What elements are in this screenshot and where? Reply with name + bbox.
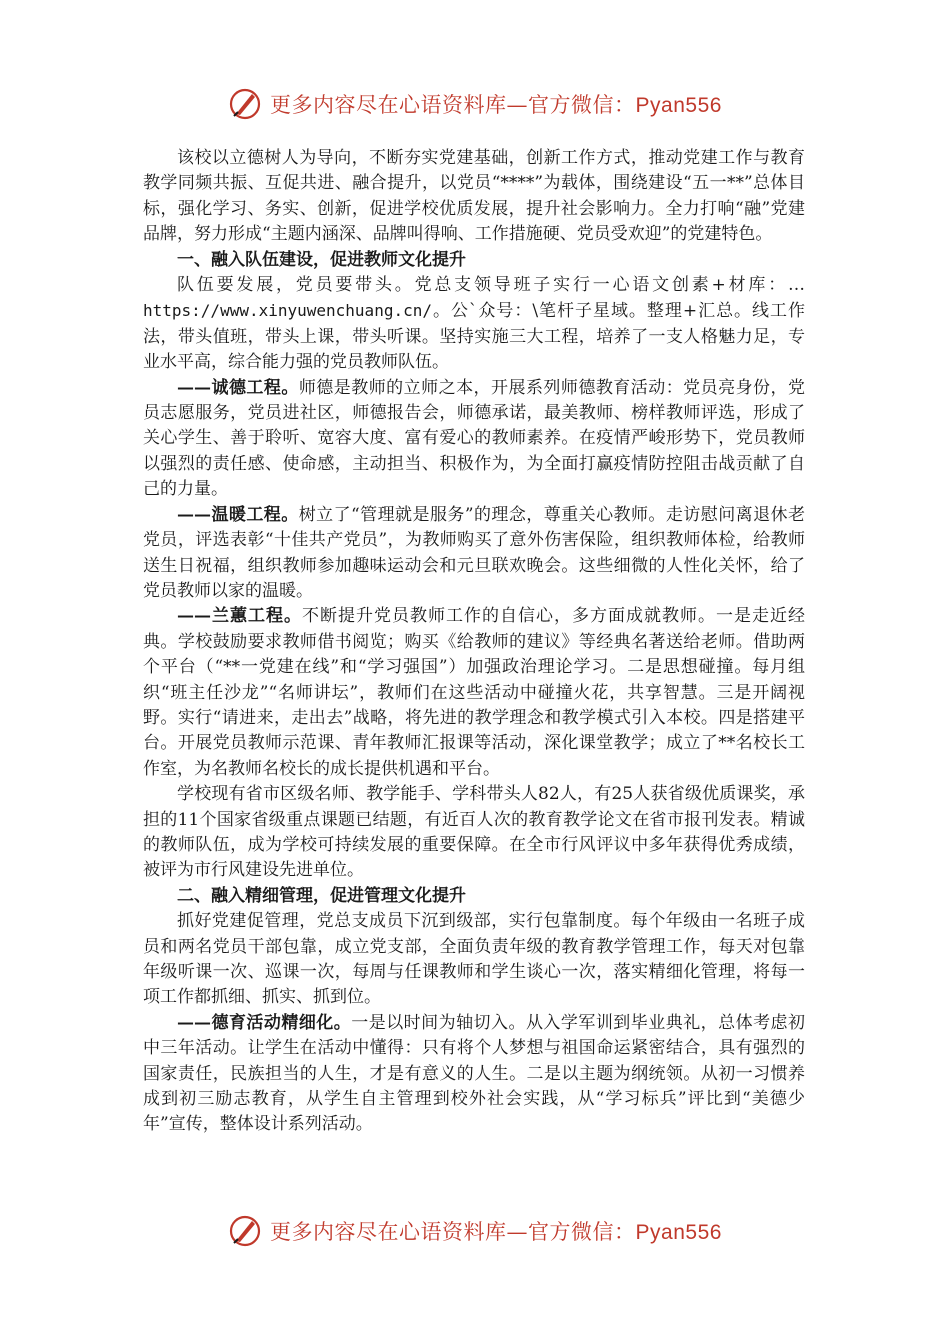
deyu-paragraph: ——德育活动精细化。一是以时间为轴切入。从入学军训到毕业典礼，总体考虑初中三年活动。让学生在活动中懂得：只有将个人梦想与祖国命运紧密结合，具有强烈的国家责任，民族担当的人生，才是有意义的人生。二是以主题为纲统领。从初一习惯养成到初三励志教育，从学生自主管理到校外社会实践，从“学习标兵”评比到“美德少年”宣传，整体设计系列活动。 <box>143 1012 806 1135</box>
wennuan-title: ——温暖工程。 <box>177 504 299 525</box>
chengde-title: ——诚德工程。 <box>177 377 299 398</box>
wechat-id: Pyan556 <box>635 1221 722 1244</box>
section-heading-1: 一、融入队伍建设，促进教师文化提升 <box>177 249 466 270</box>
lanhui-title: ——兰蕙工程。 <box>177 606 302 627</box>
header-banner <box>0 82 950 126</box>
wechat-id: Pyan556 <box>635 94 722 117</box>
team-paragraph: 队伍要发展，党员要带头。党总支领导班子实行一心语文创素+材库：…https://www.xinyuwenchuang.cn/。公`众号：\笔杆子星域。整理+汇总。线工作法，带头值班，带头上课，带头听课。坚持实施三大工程，培养了一支人格魅力足，专业水平高，综合能力强的党员教师队伍。 <box>143 275 805 373</box>
deyu-title: ——德育活动精细化。 <box>177 1012 352 1033</box>
chengde-paragraph: ——诚德工程。师德是教师的立师之本，开展系列师德教育活动：党员亮身份，党员志愿服务，党员进社区，师德报告会，师德承诺，最美教师、榜样教师评选，形成了关心学生、善于聆听、宽容大度、富有爱心的教师素养。在疫情严峻形势下，党员教师以强烈的责任感、使命感，主动担当、积极作为，为全面打赢疫情防控阻击战贡献了自己的力量。 <box>143 377 806 500</box>
stats-paragraph: 学校现有省市区级名师、教学能手、学科带头人82人，有25人获省级优质课奖，承担的11个国家省级重点课题已结题，有近百人次的教育教学论文在省市报刊发表。精诚的教师队伍，成为学校可持续发展的重要保障。在全市行风评议中多年获得优秀成绩，被评为市行风建设先进单位。 <box>143 784 805 881</box>
quill-logo-icon <box>228 87 262 121</box>
article-body <box>143 146 805 1138</box>
footer-banner <box>0 1209 950 1253</box>
banner-text: 更多内容尽在心语资料库—官方微信：Pyan556 <box>270 1220 722 1244</box>
banner-text: 更多内容尽在心语资料库—官方微信：Pyan556 <box>270 93 722 117</box>
intro-paragraph: 该校以立德树人为导向，不断夯实党建基础，创新工作方式，推动党建工作与教育教学同频共振、互促共进、融合提升，以党员“****”为载体，围绕建设“五一**”总体目标，强化学习、务实、创新，促进学校优质发展，提升社会影响力。全力打响“融”党建品牌，努力形成“主题内涵深、品牌叫得响、工作措施硬、党员受欢迎”的党建特色。 <box>143 148 805 245</box>
lanhui-paragraph: ——兰蕙工程。不断提升党员教师工作的自信心，多方面成就教师。一是走近经典。学校鼓励要求教师借书阅览；购买《给教师的建议》等经典名著送给老师。借助两个平台（“**一党建在线”和“学习强国”）加强政治理论学习。二是思想碰撞。每月组织“班主任沙龙”“名师讲坛”，教师们在这些活动中碰撞火花，共享智慧。三是开阔视野。实行“请进来，走出去”战略，将先进的教学理念和教学模式引入本校。四是搭建平台。开展党员教师示范课、青年教师汇报课等活动，深化课堂教学；成立了**名校长工作室，为名教师名校长的成长提供机遇和平台。 <box>143 606 805 779</box>
section-heading-2: 二、融入精细管理，促进管理文化提升 <box>177 885 466 906</box>
management-paragraph: 抓好党建促管理，党总支成员下沉到级部，实行包靠制度。每个年级由一名班子成员和两名党员干部包靠，成立党支部，全面负责年级的教育教学管理工作，每天对包靠年级听课一次、巡课一次，每周与任课教师和学生谈心一次，落实精细化管理，将每一项工作都抓细、抓实、抓到位。 <box>143 911 805 1008</box>
quill-logo-icon <box>228 1214 262 1248</box>
url-text: https://www.xinyuwenchuang.cn/ <box>143 301 432 321</box>
wennuan-paragraph: ——温暖工程。树立了“管理就是服务”的理念，尊重关心教师。走访慰问离退休老党员，评选表彰“十佳共产党员”，为教师购买了意外伤害保险，组织教师体检，给教师送生日祝福，组织教师参加趣味运动会和元旦联欢晚会。这些细微的人性化关怀，给了党员教师以家的温暖。 <box>143 504 806 601</box>
